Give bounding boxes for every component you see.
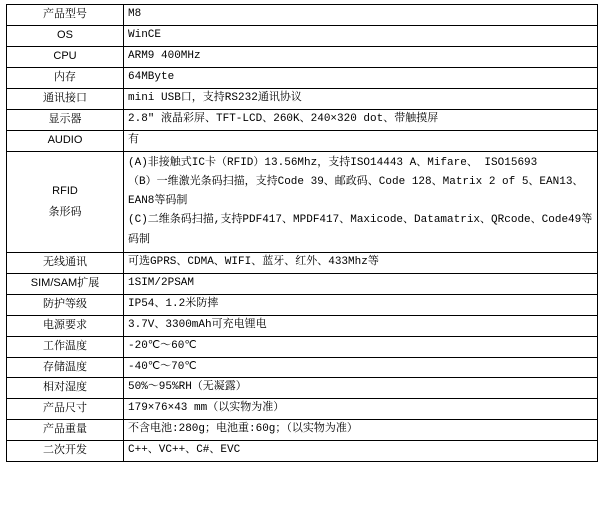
row-value-interface: mini USB口，支持RS232通讯协议 [124, 88, 598, 109]
product-specification-table [6, 4, 598, 462]
row-label-power: 电源要求 [7, 315, 124, 336]
table-row [7, 315, 598, 336]
row-value-sim-sam: 1SIM/2PSAM [124, 273, 598, 294]
table-row [7, 109, 598, 130]
table-row [7, 399, 598, 420]
table-row [7, 441, 598, 462]
row-label-weight: 产品重量 [7, 420, 124, 441]
row-label-display: 显示器 [7, 109, 124, 130]
table-row [7, 5, 598, 26]
row-label-storage-temp: 存储温度 [7, 357, 124, 378]
table-row [7, 46, 598, 67]
row-value-protection: IP54、1.2米防摔 [124, 294, 598, 315]
row-label-model: 产品型号 [7, 5, 124, 26]
row-label-operating-temp: 工作温度 [7, 336, 124, 357]
row-label-protection: 防护等级 [7, 294, 124, 315]
row-value-memory: 64MByte [124, 67, 598, 88]
row-label-memory: 内存 [7, 67, 124, 88]
table-row [7, 294, 598, 315]
table-row [7, 357, 598, 378]
table-row [7, 88, 598, 109]
row-value-os: WinCE [124, 25, 598, 46]
table-body [7, 5, 598, 462]
table-row [7, 420, 598, 441]
row-value-cpu: ARM9 400MHz [124, 46, 598, 67]
row-label-barcode: 条形码 [48, 205, 82, 218]
row-label-humidity: 相对湿度 [7, 378, 124, 399]
row-label-audio: AUDIO [7, 130, 124, 151]
table-row [7, 336, 598, 357]
row-label-os: OS [7, 25, 124, 46]
row-label-sim-sam: SIM/SAM扩展 [7, 273, 124, 294]
table-row [7, 25, 598, 46]
table-row [7, 273, 598, 294]
table-row [7, 252, 598, 273]
rfid-line-c: (C)二维条码扫描,支持PDF417、MPDF417、Maxicode、Datamatrix、QRcode、Code49等码制 [128, 214, 593, 246]
table-row [7, 130, 598, 151]
row-label-sdk: 二次开发 [7, 441, 124, 462]
row-label-rfid-barcode [7, 151, 124, 252]
table-row [7, 67, 598, 88]
row-value-model: M8 [124, 5, 598, 26]
row-value-sdk: C++、VC++、C#、EVC [124, 441, 598, 462]
row-label-cpu: CPU [7, 46, 124, 67]
row-label-dimensions: 产品尺寸 [7, 399, 124, 420]
table-row [7, 378, 598, 399]
row-value-storage-temp: -40℃～70℃ [124, 357, 598, 378]
row-value-power: 3.7V、3300mAh可充电锂电 [124, 315, 598, 336]
row-value-rfid-barcode [124, 151, 598, 252]
row-label-rfid: RFID [52, 184, 78, 197]
row-value-dimensions: 179×76×43 mm（以实物为准） [124, 399, 598, 420]
row-value-humidity: 50%～95%RH（无凝露） [124, 378, 598, 399]
row-value-display: 2.8″ 液晶彩屏、TFT-LCD、260K、240×320 dot、带触摸屏 [124, 109, 598, 130]
table-row [7, 151, 598, 252]
row-value-weight: 不含电池:280g；电池重:60g；（以实物为准） [124, 420, 598, 441]
row-label-interface: 通讯接口 [7, 88, 124, 109]
row-value-audio: 有 [124, 130, 598, 151]
row-label-wireless: 无线通讯 [7, 252, 124, 273]
rfid-line-b: （B）一维激光条码扫描，支持Code 39、邮政码、Code 128、Matrix 2 of 5、EAN13、EAN8等码制 [128, 175, 584, 208]
rfid-line-a: (A)非接触式IC卡（RFID）13.56Mhz，支持ISO14443 A、Mifare、 ISO15693 [128, 156, 538, 169]
row-value-wireless: 可选GPRS、CDMA、WIFI、蓝牙、红外、433Mhz等 [124, 252, 598, 273]
row-value-operating-temp: -20℃～60℃ [124, 336, 598, 357]
